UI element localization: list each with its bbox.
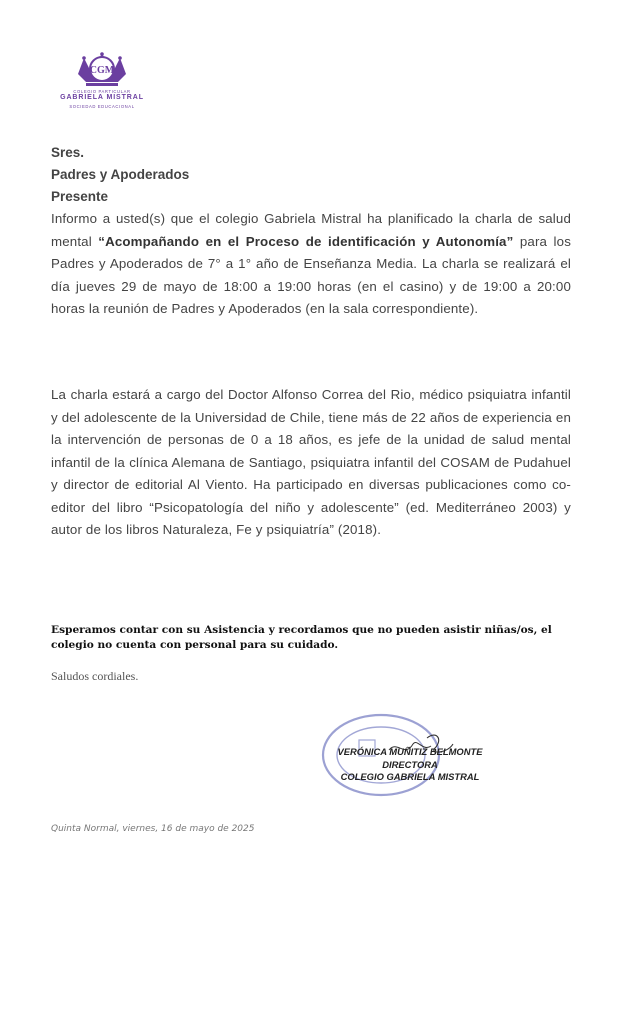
- logo-school-name: GABRIELA MISTRAL: [60, 94, 144, 101]
- crest-icon: [58, 52, 146, 90]
- paragraph-speaker: La charla estará a cargo del Doctor Alfonso Correa del Rio, médico psiquiatra infantil y del adolescente de la Universidad de Chile, tiene más de 22 años de experiencia en la intervención de personas de 0 a 18 años, es jefe de la unidad de salud mental infantil de la clínica Alemana de Santiago, psiquiatra infantil del COSAM de Pudahuel y director de editorial Al Viento. Ha participado en diversas publicaciones como co-editor del libro “Psicopatología del niño y adolescente” (ed. Mediterráneo 2003) y autor de los libros Naturaleza, Fe y psiquiatría” (2018).: [51, 387, 571, 537]
- logo-line-1: COLEGIO PARTICULAR: [73, 89, 131, 94]
- greeting-line-1: Sres.: [51, 145, 85, 160]
- notice-text: Esperamos contar con su Asistencia y recordamos que no pueden asistir niñas/os, el colegio no cuenta con personal para su cuidado.: [51, 624, 552, 651]
- signer-name: VERÓNICA MUÑITIZ BELMONTE: [337, 746, 483, 757]
- greeting: [51, 142, 189, 208]
- paragraph-details: para los Padres y Apoderados de 7° a 1° año de Enseñanza Media. La charla se realizará el día jueves 29 de mayo de 18:00 a 19:00 horas (en el casino) y de 19:00 a 20:00 horas la reunión de Padres y Apoderados (en la sala correspondiente).: [51, 233, 571, 316]
- paragraph-invitation: [51, 208, 571, 321]
- greeting-line-3: Presente: [51, 189, 109, 204]
- school-logo: [58, 52, 146, 118]
- talk-title: “Acompañando en el Proceso de identificación y Autonomía”: [98, 233, 514, 249]
- logo-monogram: CGM: [89, 65, 115, 76]
- logo-line-3: SOCIEDAD EDUCACIONAL: [69, 104, 135, 109]
- closing-text: Saludos cordiales.: [51, 669, 139, 683]
- signer-role: DIRECTORA: [382, 758, 438, 770]
- greeting-line-2: Padres y Apoderados: [51, 167, 190, 182]
- signer-organization: COLEGIO GABRIELA MISTRAL: [340, 771, 480, 782]
- place-and-date: Quinta Normal, viernes, 16 de mayo de 2025: [51, 824, 255, 834]
- signature-block: [330, 746, 490, 784]
- paragraph-intro: Informo a usted(s) que el colegio Gabriela Mistral ha planificado la charla de salud mental: [51, 211, 571, 249]
